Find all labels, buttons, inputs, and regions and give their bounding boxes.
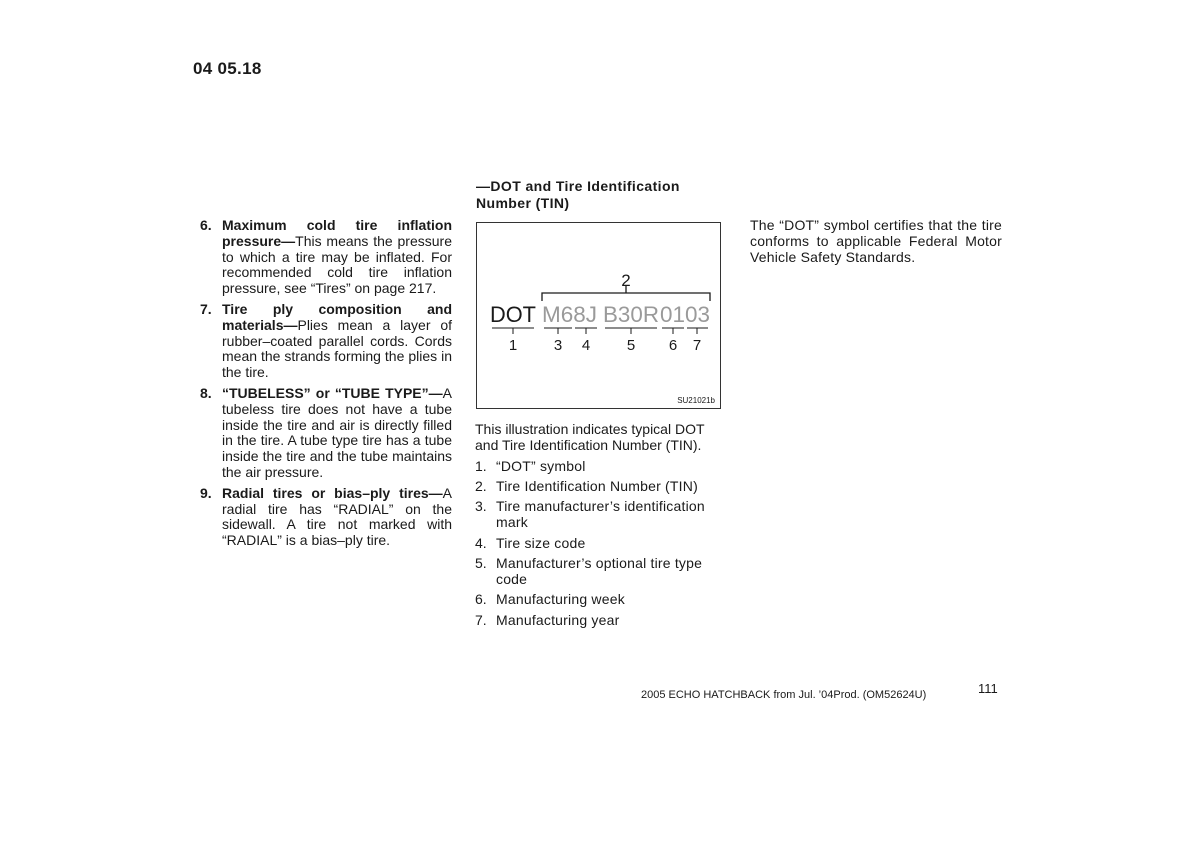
item-text: This means the pressure to which a tire may be inflated. For recommended cold tire inflation pressure, see “Tires” on page 217. — [222, 232, 452, 297]
figure-code: SU21021b — [677, 396, 715, 405]
item-body — [222, 302, 452, 381]
callout-lines — [492, 328, 708, 334]
item-text: Manufacturing week — [496, 591, 625, 608]
item-text: A tubeless tire does not have a tube inside the tire and air is directly filled in the tire. A tube type tire has a tube inside the tire and the tube maintains the air pressure. — [222, 384, 452, 480]
list-item — [475, 592, 727, 608]
item-text: Tire size code — [496, 534, 586, 551]
item-number: 8. — [200, 384, 212, 401]
right-column-text: The “DOT” symbol certifies that the tire conforms to applicable Federal Motor Vehicle Safety Standards. — [750, 217, 1002, 265]
item-number: 5. — [475, 554, 487, 571]
header-date: 04 05.18 — [193, 59, 262, 78]
item-text: A radial tire has “RADIAL” on the sidewall. A tire not marked with “RADIAL” is a bias–ply tire. — [222, 484, 452, 549]
tin-segment-date: 0103 — [660, 302, 710, 327]
item-text: “DOT” symbol — [496, 457, 586, 474]
dot-symbol: DOT — [490, 302, 536, 327]
callout-4: 4 — [581, 337, 591, 354]
item-term: Radial tires or bias–ply tires— — [222, 484, 443, 501]
bracket-label: 2 — [621, 271, 631, 290]
callout-line-4 — [575, 328, 597, 334]
section-title: —DOT and Tire Identification Number (TIN) — [476, 178, 680, 211]
item-body — [222, 486, 452, 549]
list-item — [475, 499, 727, 531]
callout-line-7 — [687, 328, 708, 334]
callout-line-3 — [544, 328, 572, 334]
item-text: Plies mean a layer of rubber–coated parallel cords. Cords mean the strands forming the plies in the tire. — [222, 316, 452, 381]
item-text: Tire Identification Number (TIN) — [496, 477, 698, 494]
list-item — [200, 486, 452, 549]
page-number: 111 — [978, 681, 998, 696]
callout-7: 7 — [692, 337, 702, 354]
item-number: 3. — [475, 498, 487, 515]
middle-column — [475, 422, 727, 633]
callout-5: 5 — [626, 337, 636, 354]
item-number: 6. — [200, 217, 212, 233]
list-item — [475, 613, 727, 629]
tin-illustration — [476, 222, 721, 409]
item-term: Tire ply composition and materials— — [222, 300, 452, 333]
list-item — [475, 536, 727, 552]
list-item — [475, 459, 727, 475]
item-text: Manufacturer’s optional tire type code — [496, 554, 703, 587]
item-number: 7. — [475, 611, 487, 628]
tin-diagram — [477, 223, 720, 408]
item-number: 6. — [475, 591, 487, 608]
tin-segment-mfr: M68J — [542, 302, 597, 327]
item-text: Tire manufacturer’s identification mark — [496, 498, 705, 531]
callout-line-1 — [492, 328, 534, 334]
item-body — [222, 386, 452, 481]
item-number: 1. — [475, 457, 487, 474]
callout-3: 3 — [553, 337, 563, 354]
item-body — [222, 218, 452, 297]
item-number: 7. — [200, 300, 212, 317]
list-item — [475, 556, 727, 588]
item-number: 4. — [475, 534, 487, 551]
list-item — [475, 479, 727, 495]
item-number: 9. — [200, 484, 212, 501]
item-text: Manufacturing year — [496, 611, 620, 628]
figure-caption: This illustration indicates typical DOT and Tire Identification Number (TIN). — [475, 421, 705, 453]
callout-line-6 — [662, 328, 684, 334]
callout-1: 1 — [508, 337, 518, 354]
list-item — [200, 218, 452, 297]
item-number: 2. — [475, 477, 487, 494]
callout-6: 6 — [668, 337, 678, 354]
tin-segment-size: B30R — [603, 302, 659, 327]
tin-bracket — [542, 293, 710, 301]
list-item — [200, 302, 452, 381]
footer-reference: 2005 ECHO HATCHBACK from Jul. ’04Prod. (OM52624U) — [641, 689, 927, 701]
item-term: Maximum cold tire inflation pressure— — [222, 217, 452, 249]
list-item — [200, 386, 452, 481]
item-term: “TUBELESS” or “TUBE TYPE”— — [222, 384, 443, 401]
callout-line-5 — [605, 328, 657, 334]
left-column — [200, 218, 452, 554]
